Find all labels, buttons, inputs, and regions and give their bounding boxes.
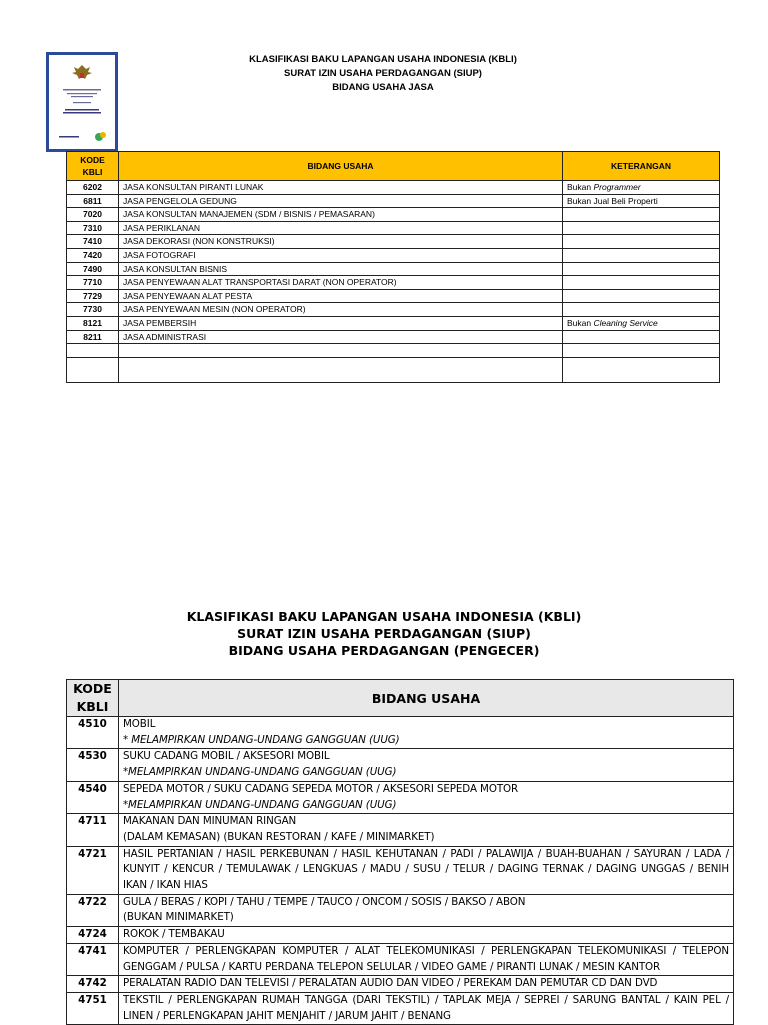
empty-cell	[67, 357, 119, 382]
table-row	[67, 221, 720, 235]
bidang-text: SUKU CADANG MOBIL / AKSESORI MOBIL	[123, 750, 330, 763]
header-bidang: BIDANG USAHA	[119, 152, 563, 181]
keterangan-cell	[563, 208, 720, 222]
bidang-cell	[119, 992, 734, 1024]
keterangan-cell	[563, 248, 720, 262]
kode-cell: 4530	[67, 749, 119, 781]
keterangan-cell	[563, 194, 720, 208]
bidang-cell: JASA DEKORASI (NON KONSTRUKSI)	[119, 235, 563, 249]
header-kode: KODE KBLI	[67, 152, 119, 181]
title-line: KLASIFIKASI BAKU LAPANGAN USAHA INDONESIA (KBLI)	[249, 54, 517, 65]
table-row	[67, 330, 720, 344]
title-line: KLASIFIKASI BAKU LAPANGAN USAHA INDONESIA (KBLI)	[186, 609, 582, 624]
bidang-cell	[119, 927, 734, 944]
bidang-cell: JASA KONSULTAN BISNIS	[119, 262, 563, 276]
kode-cell: 8121	[67, 316, 119, 330]
empty-row	[67, 344, 720, 358]
kode-cell: 4751	[67, 992, 119, 1024]
table-row	[67, 303, 720, 317]
bidang-cell	[119, 976, 734, 993]
kode-cell: 4722	[67, 894, 119, 926]
bidang-cell: JASA PEMBERSIH	[119, 316, 563, 330]
empty-row	[67, 357, 720, 382]
bidang-cell: JASA ADMINISTRASI	[119, 330, 563, 344]
keterangan-text: Bukan	[567, 182, 594, 192]
empty-cell	[67, 344, 119, 358]
table-row	[67, 262, 720, 276]
table-row	[67, 927, 734, 944]
section1-title	[118, 53, 648, 95]
bidang-cell	[119, 846, 734, 894]
jasa-table	[66, 151, 720, 383]
table-row	[67, 846, 734, 894]
header-keterangan: KETERANGAN	[563, 152, 720, 181]
title-line: BIDANG USAHA JASA	[332, 82, 434, 93]
table-row	[67, 781, 734, 813]
keterangan-cell	[563, 330, 720, 344]
kode-cell: 7420	[67, 248, 119, 262]
kode-cell: 6202	[67, 181, 119, 195]
uug-note: *MELAMPIRKAN UNDANG-UNDANG GANGGUAN (UUG)	[123, 798, 397, 811]
kode-cell: 4741	[67, 943, 119, 975]
kode-cell: 4742	[67, 976, 119, 993]
title-line: SURAT IZIN USAHA PERDAGANGAN (SIUP)	[237, 626, 531, 641]
kode-cell: 7020	[67, 208, 119, 222]
bidang-text: KOMPUTER / PERLENGKAPAN KOMPUTER / ALAT TELEKOMUNIKASI / PERLENGKAPAN TELEKOMUNIKASI / TELEPON GENGGAM / PULSA / KARTU PERDANA TELEPON SELULAR / VIDEO GAME / PIRANTI LUNAK / MESIN KANTOR	[123, 944, 729, 973]
keterangan-cell	[563, 221, 720, 235]
bidang-cell	[119, 894, 734, 926]
uug-note: * MELAMPIRKAN UNDANG-UNDANG GANGGUAN (UUG)	[123, 733, 400, 746]
table-row	[67, 943, 734, 975]
keterangan-italic: Programmer	[593, 182, 641, 192]
bidang-cell: JASA PERIKLANAN	[119, 221, 563, 235]
bidang-text: ROKOK / TEMBAKAU	[123, 928, 225, 941]
keterangan-cell	[563, 316, 720, 330]
kode-cell: 7710	[67, 276, 119, 290]
table-row	[67, 194, 720, 208]
table-row	[67, 316, 720, 330]
keterangan-cell	[563, 276, 720, 290]
bidang-cell: JASA FOTOGRAFI	[119, 248, 563, 262]
table-row	[67, 289, 720, 303]
book-cover-thumbnail	[46, 52, 118, 152]
bidang-cell: JASA KONSULTAN MANAJEMEN (SDM / BISNIS / PEMASARAN)	[119, 208, 563, 222]
table-header-row	[67, 152, 720, 181]
bidang-cell: JASA PENGELOLA GEDUNG	[119, 194, 563, 208]
kode-cell: 4711	[67, 814, 119, 846]
kode-cell: 4721	[67, 846, 119, 894]
keterangan-cell	[563, 289, 720, 303]
kode-cell: 7410	[67, 235, 119, 249]
header-bidang: BIDANG USAHA	[119, 680, 734, 717]
header-kode-label: KODE KBLI	[73, 681, 112, 714]
kode-cell: 4510	[67, 717, 119, 749]
bidang-text: TEKSTIL / PERLENGKAPAN RUMAH TANGGA (DARI TEKSTIL) / TAPLAK MEJA / SEPREI / SARUNG BANTAL / KAIN PEL / LINEN / PERLENGKAPAN JAHIT MENJAHIT / JARUM JAHIT / BENANG	[123, 993, 729, 1022]
bidang-text: MOBIL	[123, 718, 156, 730]
table-row	[67, 976, 734, 993]
table-header-row	[67, 680, 734, 717]
bidang-cell: JASA PENYEWAAN ALAT PESTA	[119, 289, 563, 303]
kode-cell: 7310	[67, 221, 119, 235]
bidang-cell	[119, 749, 734, 781]
table-row	[67, 749, 734, 781]
garuda-emblem-icon	[49, 55, 115, 149]
keterangan-cell	[563, 181, 720, 195]
table-row	[67, 894, 734, 926]
section2-title	[0, 608, 768, 659]
bidang-cell: JASA PENYEWAAN ALAT TRANSPORTASI DARAT (NON OPERATOR)	[119, 276, 563, 290]
empty-cell	[563, 357, 720, 382]
pengecer-table	[66, 679, 734, 1025]
bidang-cell: JASA PENYEWAAN MESIN (NON OPERATOR)	[119, 303, 563, 317]
kode-cell: 4724	[67, 927, 119, 944]
bidang-text-line2: (DALAM KEMASAN) (BUKAN RESTORAN / KAFE / MINIMARKET)	[123, 830, 435, 843]
table-row	[67, 235, 720, 249]
bidang-text-line2: (BUKAN MINIMARKET)	[123, 911, 234, 924]
table-row	[67, 276, 720, 290]
kode-cell: 4540	[67, 781, 119, 813]
table-row	[67, 992, 734, 1024]
kode-cell: 8211	[67, 330, 119, 344]
bidang-cell	[119, 814, 734, 846]
table-row	[67, 181, 720, 195]
kode-cell: 7490	[67, 262, 119, 276]
table-row	[67, 208, 720, 222]
bidang-text: MAKANAN DAN MINUMAN RINGAN	[123, 815, 297, 828]
empty-cell	[119, 357, 563, 382]
bidang-text: HASIL PERTANIAN / HASIL PERKEBUNAN / HASIL KEHUTANAN / PADI / PALAWIJA / BUAH-BUAHAN / SAYURAN / LADA / KUNYIT / KENCUR / TEMULAWAK / LENGKUAS / MADU / SUSU / TELUR / DAGING TERNAK / DAGING UNGGAS / BENIH IKAN / IKAN HIAS	[123, 847, 729, 892]
bidang-text: PERALATAN RADIO DAN TELEVISI / PERALATAN AUDIO DAN VIDEO / PEREKAM DAN PEMUTAR CD DAN DVD	[123, 977, 658, 990]
bidang-text: SEPEDA MOTOR / SUKU CADANG SEPEDA MOTOR / AKSESORI SEPEDA MOTOR	[123, 782, 519, 795]
empty-cell	[563, 344, 720, 358]
header-kode	[67, 680, 119, 717]
kode-cell: 7730	[67, 303, 119, 317]
keterangan-text: Bukan Jual Beli Properti	[567, 195, 658, 206]
title-line: BIDANG USAHA PERDAGANGAN (PENGECER)	[228, 643, 540, 658]
table-row	[67, 717, 734, 749]
bidang-cell	[119, 781, 734, 813]
bidang-text: GULA / BERAS / KOPI / TAHU / TEMPE / TAUCO / ONCOM / SOSIS / BAKSO / ABON	[123, 895, 526, 908]
bidang-cell	[119, 717, 734, 749]
bidang-cell	[119, 943, 734, 975]
bidang-cell: JASA KONSULTAN PIRANTI LUNAK	[119, 181, 563, 195]
keterangan-cell	[563, 303, 720, 317]
keterangan-italic: Cleaning Service	[593, 317, 658, 328]
kode-cell: 6811	[67, 194, 119, 208]
uug-note: *MELAMPIRKAN UNDANG-UNDANG GANGGUAN (UUG)	[123, 766, 397, 779]
empty-cell	[119, 344, 563, 358]
kode-cell: 7729	[67, 289, 119, 303]
keterangan-text: Bukan	[567, 317, 594, 328]
keterangan-cell	[563, 262, 720, 276]
title-line: SURAT IZIN USAHA PERDAGANGAN (SIUP)	[284, 68, 482, 79]
table-row	[67, 814, 734, 846]
table-row	[67, 248, 720, 262]
keterangan-cell	[563, 235, 720, 249]
